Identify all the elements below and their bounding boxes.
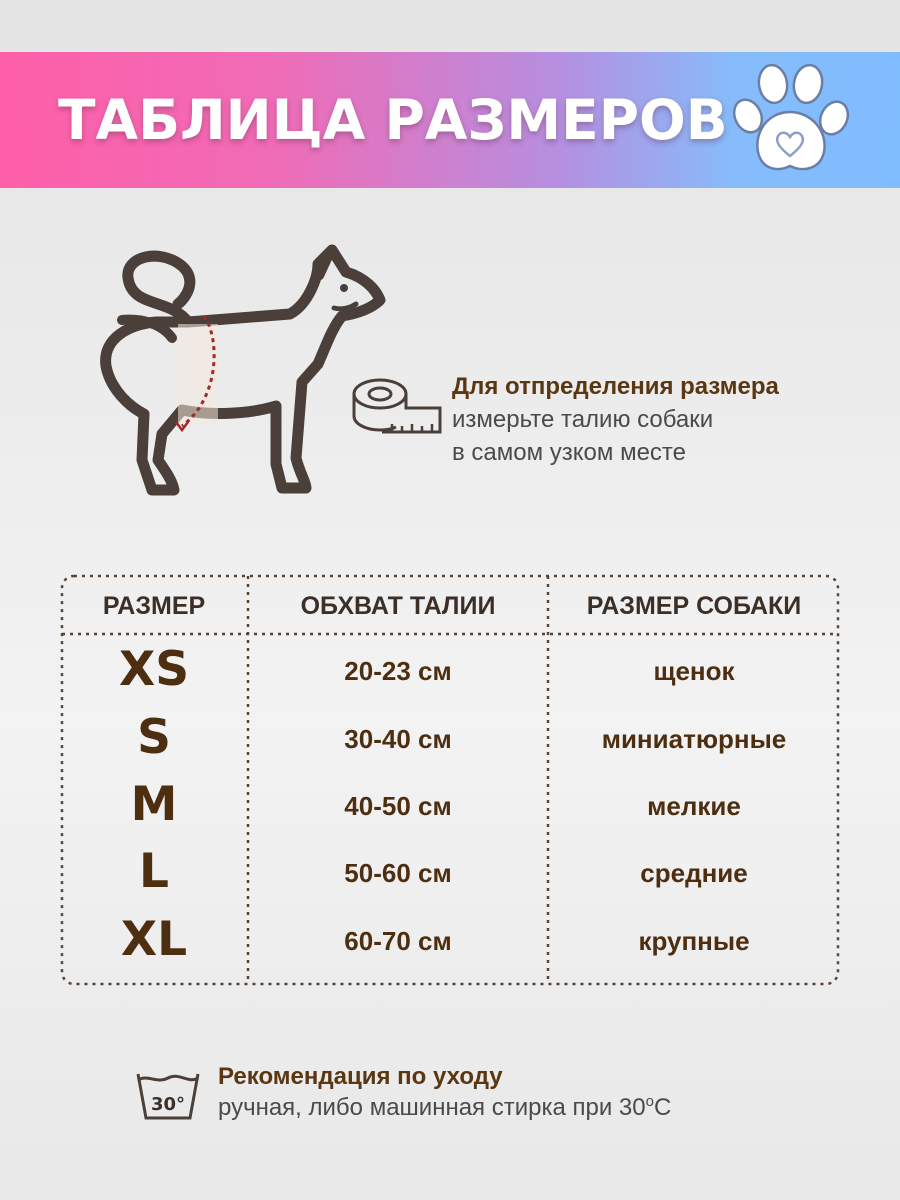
page-title: ТАБЛИЦА РАЗМЕРОВ xyxy=(58,88,728,152)
row-s-waist: 30-40 см xyxy=(344,724,452,754)
degree-symbol: o xyxy=(645,1093,654,1110)
row-l-waist: 50-60 см xyxy=(344,858,452,888)
measure-hint xyxy=(452,370,779,469)
row-m-size: M xyxy=(130,777,178,832)
row-s-dog: миниатюрные xyxy=(601,724,787,754)
row-m-waist: 40-50 см xyxy=(344,791,452,821)
row-l-size: L xyxy=(139,844,169,899)
header-dog-size: РАЗМЕР СОБАКИ xyxy=(586,592,802,620)
wash-temperature-label: 30° xyxy=(150,1094,186,1115)
wash-30-icon xyxy=(134,1066,202,1122)
row-s-size: S xyxy=(137,710,171,765)
measure-hint-line1: Для отпределения размера xyxy=(452,373,779,400)
paw-heart-icon xyxy=(728,60,852,184)
care-text xyxy=(218,1093,671,1122)
care-instruction: ручная, либо машинная стирка при 30 xyxy=(218,1094,646,1121)
row-xs-waist: 20-23 см xyxy=(344,656,452,686)
row-m-dog: мелкие xyxy=(647,791,741,821)
temperature-unit: C xyxy=(653,1094,672,1121)
row-xl-waist: 60-70 см xyxy=(344,926,452,956)
row-xl-size: XL xyxy=(120,912,188,967)
dog-outline-icon xyxy=(70,238,390,510)
care-title: Рекомендация по уходу xyxy=(218,1063,503,1090)
measure-hint-line2: измерьте талию собаки xyxy=(452,406,714,433)
header-waist: ОБХВАТ ТАЛИИ xyxy=(300,592,496,620)
header-size: РАЗМЕР xyxy=(102,592,206,620)
row-xs-size: XS xyxy=(118,642,190,697)
measure-hint-line3: в самом узком месте xyxy=(452,439,686,466)
row-xs-dog: щенок xyxy=(653,656,735,686)
row-l-dog: средние xyxy=(640,858,748,888)
measuring-tape-icon xyxy=(352,376,444,440)
row-xl-dog: крупные xyxy=(638,926,750,956)
